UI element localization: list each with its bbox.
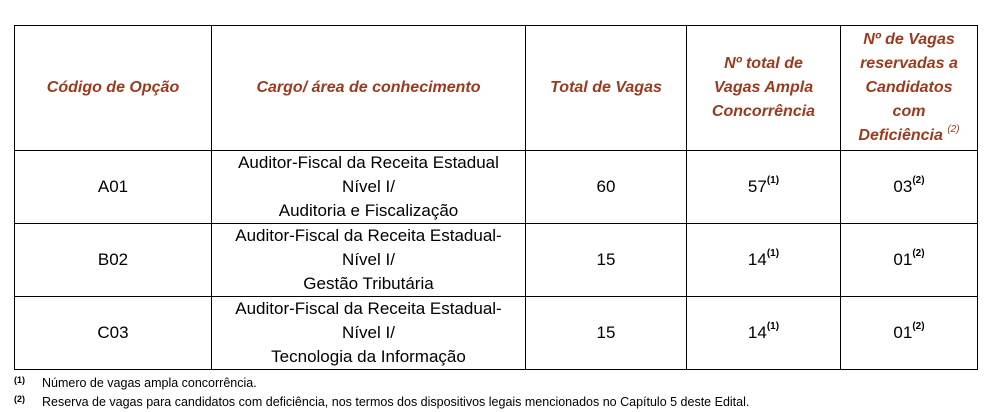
header-reserved-line: com [892, 103, 926, 120]
cell-total: 15 [526, 297, 687, 370]
cell-position [212, 297, 526, 370]
header-ampla-line: Concorrência [711, 103, 816, 120]
ampla-value: 14 [747, 250, 767, 269]
header-ampla [687, 26, 841, 151]
position-line: Nível I/ [342, 250, 395, 269]
position-line: Gestão Tributária [303, 274, 434, 293]
cell-reserved [841, 297, 978, 370]
reserved-value: 01 [893, 323, 913, 342]
position-line: Nível I/ [342, 323, 395, 342]
footnote-2 [14, 393, 749, 412]
ampla-value: 57 [747, 177, 767, 196]
cell-code: B02 [15, 224, 212, 297]
header-reserved-last: Deficiência [858, 127, 948, 144]
header-position: Cargo/ área de conhecimento [212, 26, 526, 151]
footnote-ref-1: (1) [766, 248, 780, 260]
footnote-ref-2: (2) [912, 175, 925, 187]
header-total: Total de Vagas [526, 26, 687, 151]
cell-ampla [687, 297, 841, 370]
footnote-ref-1: (1) [766, 175, 780, 187]
cell-code: A01 [15, 151, 212, 224]
footnote-mark: (1) [14, 375, 25, 385]
header-reserved-line [845, 124, 973, 148]
header-reserved [841, 26, 978, 151]
position-line: Nível I/ [342, 177, 395, 196]
position-line: Auditoria e Fiscalização [278, 201, 459, 220]
reserved-value: 01 [893, 250, 913, 269]
header-ampla-line: Nº total de [724, 55, 803, 72]
ampla-value: 14 [747, 323, 767, 342]
footnote-text: Número de vagas ampla concorrência. [42, 376, 257, 390]
cell-total: 15 [526, 224, 687, 297]
footnote-ref-1: (1) [766, 321, 780, 333]
position-line: Auditor-Fiscal da Receita Estadual- [235, 299, 502, 318]
table-header-row [15, 26, 978, 151]
table-row [15, 297, 978, 370]
header-reserved-line: reservadas a [860, 55, 958, 72]
cell-position [212, 151, 526, 224]
footnote-mark: (2) [14, 394, 25, 404]
vacancy-table [14, 25, 978, 370]
cell-position [212, 224, 526, 297]
footnote-text: Reserva de vagas para candidatos com deficiência, nos termos dos dispositivos legais mencionados no Capítulo 5 deste Edital. [42, 395, 750, 409]
cell-code: C03 [15, 297, 212, 370]
table-row [15, 224, 978, 297]
footnotes [14, 374, 749, 412]
header-ampla-line: Vagas Ampla [713, 79, 814, 96]
footnote-ref-2: (2) [947, 123, 960, 135]
footnote-ref-2: (2) [912, 321, 925, 333]
header-reserved-line: Candidatos [865, 79, 953, 96]
cell-ampla [687, 151, 841, 224]
cell-reserved [841, 224, 978, 297]
header-reserved-line: Nº de Vagas [863, 31, 955, 48]
header-code: Código de Opção [15, 26, 212, 151]
footnote-ref-2: (2) [912, 248, 925, 260]
footnote-1 [14, 374, 749, 393]
reserved-value: 03 [893, 177, 913, 196]
cell-total: 60 [526, 151, 687, 224]
cell-reserved [841, 151, 978, 224]
table-row [15, 151, 978, 224]
cell-ampla [687, 224, 841, 297]
position-line: Auditor-Fiscal da Receita Estadual- [235, 226, 502, 245]
position-line: Auditor-Fiscal da Receita Estadual [238, 153, 499, 172]
position-line: Tecnologia da Informação [271, 347, 466, 366]
vacancy-table-container [14, 25, 977, 370]
